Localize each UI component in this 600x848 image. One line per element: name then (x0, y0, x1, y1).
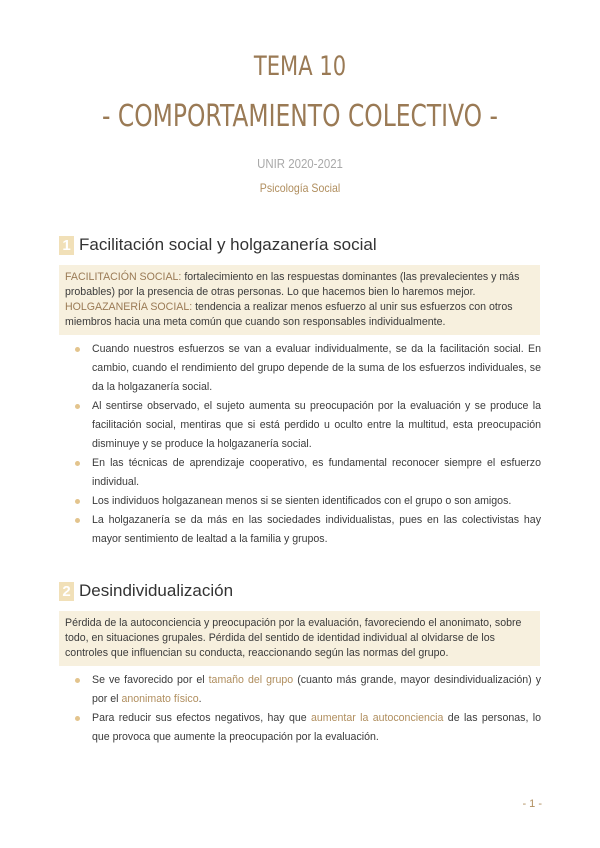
section-title: Facilitación social y holgazanería social (79, 235, 377, 254)
page-number: - 1 - (522, 798, 542, 810)
document-subtitle: - COMPORTAMIENTO COLECTIVO - (102, 99, 498, 134)
section-number-badge: 2 (59, 582, 74, 601)
bullet-icon (75, 716, 80, 721)
bullet-icon (75, 461, 80, 466)
bullet-icon (75, 518, 80, 523)
bullet-icon (75, 404, 80, 409)
section-2-heading (59, 581, 233, 601)
highlight-term: anonimato físico (121, 693, 199, 705)
list-item: En las técnicas de aprendizaje cooperativo, es fundamental reconocer siempre el esfuerzo individual. (75, 454, 541, 492)
list-item: La holgazanería se da más en las sociedades individualistas, pues en las colectivistas hay mayor sentimiento de lealtad a la familia y grupos. (75, 511, 541, 549)
term-definition: fortalecimiento en las respuestas dominantes (las prevalecientes y más probables) por la presencia de otras personas. Lo que hacemos bien lo haremos mejor. (65, 271, 520, 298)
section-title: Desindividualización (79, 581, 234, 600)
callout-text: Pérdida de la autoconciencia y preocupación por la evaluación, favoreciendo el anonimato, sobre todo, en situaciones grupales. Pérdida del sentido de identidad individual al olvidarse de los controles que influencian su conducta, reaccionando según las normas del grupo. (65, 617, 522, 659)
bullet-list (75, 671, 541, 747)
bullet-icon (75, 499, 80, 504)
document-title: TEMA 10 (253, 51, 347, 82)
subject-label: Psicología Social (259, 181, 341, 195)
term-label: HOLGAZANERÍA SOCIAL: (65, 301, 193, 313)
bullet-icon (75, 347, 80, 352)
definition-callout (59, 265, 540, 335)
bullet-icon (75, 678, 80, 683)
list-item: Los individuos holgazanean menos si se sienten identificados con el grupo o son amigos. (75, 492, 541, 511)
highlight-term: tamaño del grupo (208, 674, 294, 686)
section-1-heading (59, 235, 377, 255)
list-item: Se ve favorecido por el tamaño del grupo (cuanto más grande, mayor desindividualización) y por el anonimato físico. (75, 671, 541, 709)
list-item: Para reducir sus efectos negativos, hay que aumentar la autoconciencia de las personas, lo que provoca que aumente la preocupación por la evaluación. (75, 709, 541, 747)
term-definition: tendencia a realizar menos esfuerzo al unir sus esfuerzos con otros miembros hacia una meta común que cuando son responsables individualmente. (65, 301, 513, 328)
section-number-badge: 1 (59, 236, 74, 255)
title-block (0, 50, 600, 195)
definition-callout (59, 611, 540, 666)
list-item: Al sentirse observado, el sujeto aumenta su preocupación por la evaluación y se produce la facilitación social, mentiras que si está perdido u oculto entre la multitud, esta preocupación disminuye y se produce la holgazanería social. (75, 397, 541, 454)
list-item: Cuando nuestros esfuerzos se van a evaluar individualmente, se da la facilitación social. En cambio, cuando el rendimiento del grupo depende de la suma de los esfuerzos individuales, se da la holgazanería social. (75, 340, 541, 397)
bullet-list (75, 340, 541, 549)
highlight-term: aumentar la autoconciencia (311, 712, 444, 724)
university-label: UNIR 2020-2021 (257, 156, 343, 171)
term-label: FACILITACIÓN SOCIAL: (65, 271, 182, 283)
